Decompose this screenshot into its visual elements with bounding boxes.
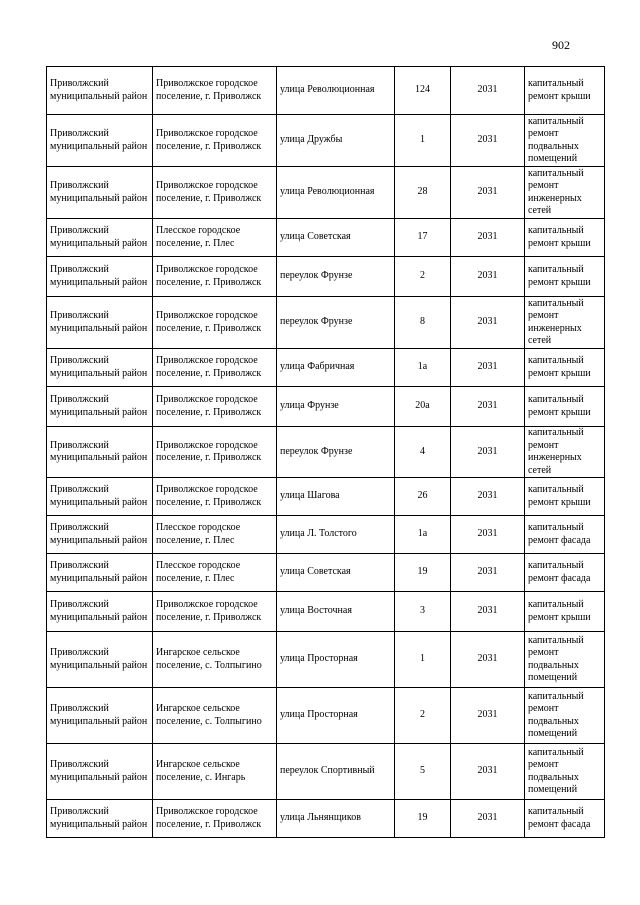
page-number: 902 xyxy=(552,38,570,52)
house-number-cell: 2 xyxy=(395,688,451,744)
district-cell: Приволжский муниципальный район xyxy=(47,554,153,592)
district-cell: Приволжский муниципальный район xyxy=(47,297,153,349)
district-cell: Приволжский муниципальный район xyxy=(47,632,153,688)
settlement-cell: Приволжское городское поселение, г. Приволжск xyxy=(153,427,277,478)
house-number-cell: 2 xyxy=(395,257,451,297)
street-cell: улица Просторная xyxy=(277,688,395,744)
work-type-cell: капитальный ремонт инженерных сетей xyxy=(525,427,605,478)
street-cell: улица Фабричная xyxy=(277,349,395,387)
district-cell: Приволжский муниципальный район xyxy=(47,67,153,115)
street-cell: улица Шагова xyxy=(277,478,395,516)
work-type-cell: капитальный ремонт инженерных сетей xyxy=(525,297,605,349)
year-cell: 2031 xyxy=(451,516,525,554)
street-cell: улица Дружбы xyxy=(277,115,395,167)
year-cell: 2031 xyxy=(451,592,525,632)
table-row xyxy=(47,167,605,219)
district-cell: Приволжский муниципальный район xyxy=(47,115,153,167)
house-number-cell: 1а xyxy=(395,349,451,387)
table-row xyxy=(47,554,605,592)
settlement-cell: Приволжское городское поселение, г. Приволжск xyxy=(153,349,277,387)
work-type-cell: капитальный ремонт фасада xyxy=(525,554,605,592)
street-cell: переулок Фрунзе xyxy=(277,427,395,478)
house-number-cell: 124 xyxy=(395,67,451,115)
work-type-cell: капитальный ремонт крыши xyxy=(525,67,605,115)
settlement-cell: Приволжское городское поселение, г. Приволжск xyxy=(153,257,277,297)
table-row xyxy=(47,478,605,516)
settlement-cell: Приволжское городское поселение, г. Приволжск xyxy=(153,167,277,219)
year-cell: 2031 xyxy=(451,257,525,297)
year-cell: 2031 xyxy=(451,800,525,838)
year-cell: 2031 xyxy=(451,478,525,516)
house-number-cell: 3 xyxy=(395,592,451,632)
district-cell: Приволжский муниципальный район xyxy=(47,688,153,744)
settlement-cell: Приволжское городское поселение, г. Приволжск xyxy=(153,115,277,167)
district-cell: Приволжский муниципальный район xyxy=(47,478,153,516)
work-type-cell: капитальный ремонт крыши xyxy=(525,349,605,387)
year-cell: 2031 xyxy=(451,67,525,115)
district-cell: Приволжский муниципальный район xyxy=(47,387,153,427)
settlement-cell: Приволжское городское поселение, г. Приволжск xyxy=(153,297,277,349)
settlement-cell: Ингарское сельское поселение, с. Ингарь xyxy=(153,744,277,800)
work-type-cell: капитальный ремонт крыши xyxy=(525,219,605,257)
year-cell: 2031 xyxy=(451,219,525,257)
house-number-cell: 26 xyxy=(395,478,451,516)
district-cell: Приволжский муниципальный район xyxy=(47,167,153,219)
district-cell: Приволжский муниципальный район xyxy=(47,592,153,632)
house-number-cell: 1а xyxy=(395,516,451,554)
house-number-cell: 1 xyxy=(395,115,451,167)
street-cell: улица Революционная xyxy=(277,67,395,115)
work-type-cell: капитальный ремонт инженерных сетей xyxy=(525,167,605,219)
table-row xyxy=(47,427,605,478)
house-number-cell: 20а xyxy=(395,387,451,427)
settlement-cell: Приволжское городское поселение, г. Приволжск xyxy=(153,800,277,838)
year-cell: 2031 xyxy=(451,115,525,167)
year-cell: 2031 xyxy=(451,744,525,800)
settlement-cell: Ингарское сельское поселение, с. Толпыгино xyxy=(153,688,277,744)
street-cell: переулок Спортивный xyxy=(277,744,395,800)
street-cell: улица Просторная xyxy=(277,632,395,688)
street-cell: улица Л. Толстого xyxy=(277,516,395,554)
year-cell: 2031 xyxy=(451,427,525,478)
street-cell: улица Фрунзе xyxy=(277,387,395,427)
table-row xyxy=(47,592,605,632)
house-number-cell: 19 xyxy=(395,554,451,592)
house-number-cell: 17 xyxy=(395,219,451,257)
table-row xyxy=(47,115,605,167)
settlement-cell: Приволжское городское поселение, г. Приволжск xyxy=(153,67,277,115)
year-cell: 2031 xyxy=(451,167,525,219)
work-type-cell: капитальный ремонт крыши xyxy=(525,478,605,516)
house-number-cell: 19 xyxy=(395,800,451,838)
settlement-cell: Плесское городское поселение, г. Плес xyxy=(153,516,277,554)
table-row xyxy=(47,632,605,688)
housing-repair-table xyxy=(46,66,605,838)
district-cell: Приволжский муниципальный район xyxy=(47,257,153,297)
district-cell: Приволжский муниципальный район xyxy=(47,800,153,838)
table-row xyxy=(47,349,605,387)
work-type-cell: капитальный ремонт крыши xyxy=(525,387,605,427)
table-row xyxy=(47,387,605,427)
settlement-cell: Ингарское сельское поселение, с. Толпыгино xyxy=(153,632,277,688)
house-number-cell: 4 xyxy=(395,427,451,478)
year-cell: 2031 xyxy=(451,688,525,744)
work-type-cell: капитальный ремонт подвальных помещений xyxy=(525,744,605,800)
street-cell: улица Советская xyxy=(277,554,395,592)
year-cell: 2031 xyxy=(451,632,525,688)
house-number-cell: 8 xyxy=(395,297,451,349)
work-type-cell: капитальный ремонт фасада xyxy=(525,800,605,838)
district-cell: Приволжский муниципальный район xyxy=(47,219,153,257)
year-cell: 2031 xyxy=(451,349,525,387)
work-type-cell: капитальный ремонт крыши xyxy=(525,592,605,632)
table-row xyxy=(47,67,605,115)
table-row xyxy=(47,516,605,554)
house-number-cell: 28 xyxy=(395,167,451,219)
table-row xyxy=(47,219,605,257)
work-type-cell: капитальный ремонт крыши xyxy=(525,257,605,297)
table-row xyxy=(47,257,605,297)
street-cell: улица Льнянщиков xyxy=(277,800,395,838)
street-cell: улица Революционная xyxy=(277,167,395,219)
house-number-cell: 5 xyxy=(395,744,451,800)
table-row xyxy=(47,744,605,800)
district-cell: Приволжский муниципальный район xyxy=(47,349,153,387)
street-cell: улица Восточная xyxy=(277,592,395,632)
street-cell: улица Советская xyxy=(277,219,395,257)
settlement-cell: Приволжское городское поселение, г. Приволжск xyxy=(153,478,277,516)
district-cell: Приволжский муниципальный район xyxy=(47,516,153,554)
street-cell: переулок Фрунзе xyxy=(277,297,395,349)
table-row xyxy=(47,688,605,744)
year-cell: 2031 xyxy=(451,554,525,592)
settlement-cell: Приволжское городское поселение, г. Приволжск xyxy=(153,387,277,427)
district-cell: Приволжский муниципальный район xyxy=(47,427,153,478)
work-type-cell: капитальный ремонт подвальных помещений xyxy=(525,115,605,167)
district-cell: Приволжский муниципальный район xyxy=(47,744,153,800)
street-cell: переулок Фрунзе xyxy=(277,257,395,297)
table-row xyxy=(47,297,605,349)
year-cell: 2031 xyxy=(451,297,525,349)
table-row xyxy=(47,800,605,838)
settlement-cell: Плесское городское поселение, г. Плес xyxy=(153,554,277,592)
work-type-cell: капитальный ремонт подвальных помещений xyxy=(525,688,605,744)
settlement-cell: Приволжское городское поселение, г. Приволжск xyxy=(153,592,277,632)
work-type-cell: капитальный ремонт подвальных помещений xyxy=(525,632,605,688)
house-number-cell: 1 xyxy=(395,632,451,688)
work-type-cell: капитальный ремонт фасада xyxy=(525,516,605,554)
settlement-cell: Плесское городское поселение, г. Плес xyxy=(153,219,277,257)
year-cell: 2031 xyxy=(451,387,525,427)
